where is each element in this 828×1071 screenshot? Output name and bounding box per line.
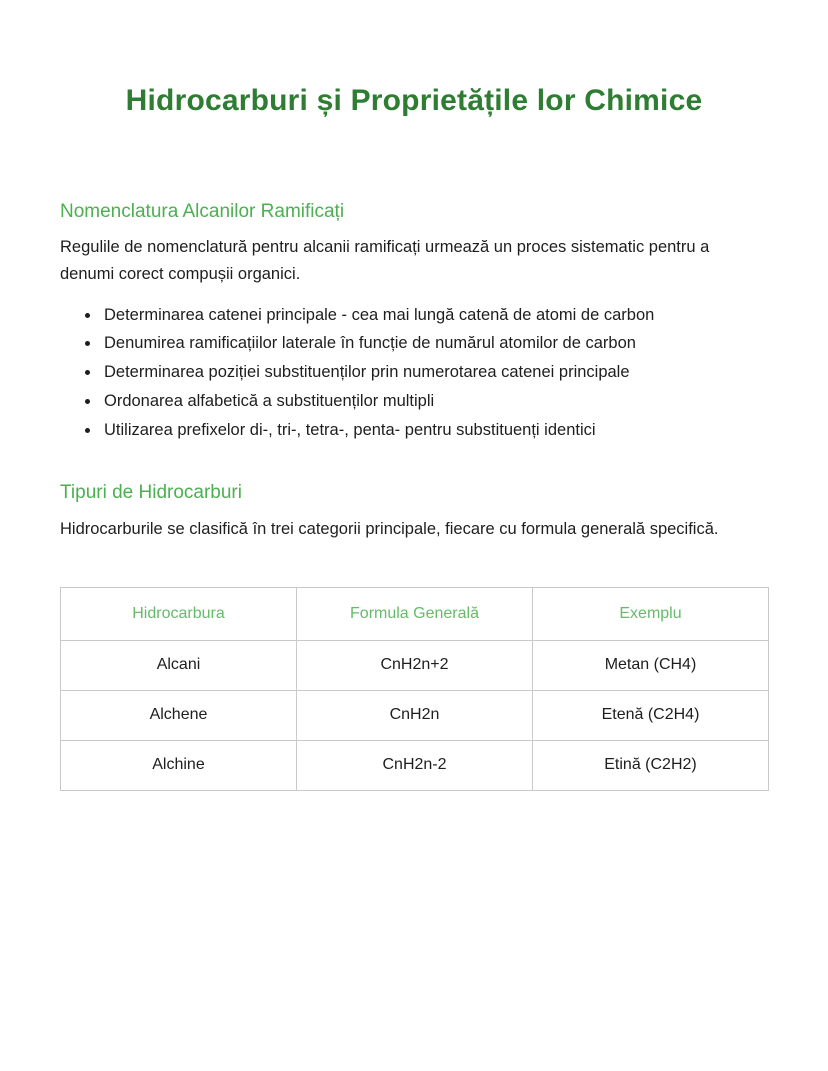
table-header-cell: Hidrocarbura (61, 587, 297, 641)
list-item: Determinarea poziției substituenților prin numerotarea catenei principale (82, 359, 768, 386)
table-header-row (61, 587, 769, 641)
table-cell: Alchine (61, 741, 297, 791)
table-row (61, 691, 769, 741)
table-header-cell: Exemplu (533, 587, 769, 641)
title-spacer (60, 120, 768, 200)
list-item: Denumirea ramificațiilor laterale în funcție de numărul atomilor de carbon (82, 330, 768, 357)
list-item: Determinarea catenei principale - cea mai lungă catenă de atomi de carbon (82, 302, 768, 329)
table-cell: Etină (C2H2) (533, 741, 769, 791)
table-cell: Etenă (C2H4) (533, 691, 769, 741)
table-row (61, 741, 769, 791)
section-spacer (60, 445, 768, 481)
hydrocarbons-table (60, 587, 769, 791)
list-item: Ordonarea alfabetică a substituenților multipli (82, 388, 768, 415)
table-spacer (60, 557, 768, 587)
table-cell: CnH2n+2 (297, 641, 533, 691)
table-cell: CnH2n (297, 691, 533, 741)
section-intro-nomenclatura: Regulile de nomenclatură pentru alcanii ramificați urmează un proces sistematic pentru a denumi corect compușii organici. (60, 238, 710, 283)
table-cell: CnH2n-2 (297, 741, 533, 791)
nomenclature-rules-list (60, 302, 768, 444)
section-heading-tipuri: Tipuri de Hidrocarburi (60, 482, 242, 504)
page-title: Hidrocarburi și Proprietățile lor Chimice (125, 84, 703, 117)
table-cell: Alcani (61, 641, 297, 691)
table-cell: Metan (CH4) (533, 641, 769, 691)
section-tipuri (60, 481, 768, 542)
table-header-cell: Formula Generală (297, 587, 533, 641)
table-row (61, 641, 769, 691)
table-cell: Alchene (61, 691, 297, 741)
list-item: Utilizarea prefixelor di-, tri-, tetra-, penta- pentru substituenți identici (82, 417, 768, 444)
section-nomenclatura (60, 200, 768, 444)
section-intro-tipuri: Hidrocarburile se clasifică în trei categorii principale, fiecare cu formula generală specifică. (60, 519, 719, 538)
section-heading-nomenclatura: Nomenclatura Alcanilor Ramificați (60, 200, 345, 222)
